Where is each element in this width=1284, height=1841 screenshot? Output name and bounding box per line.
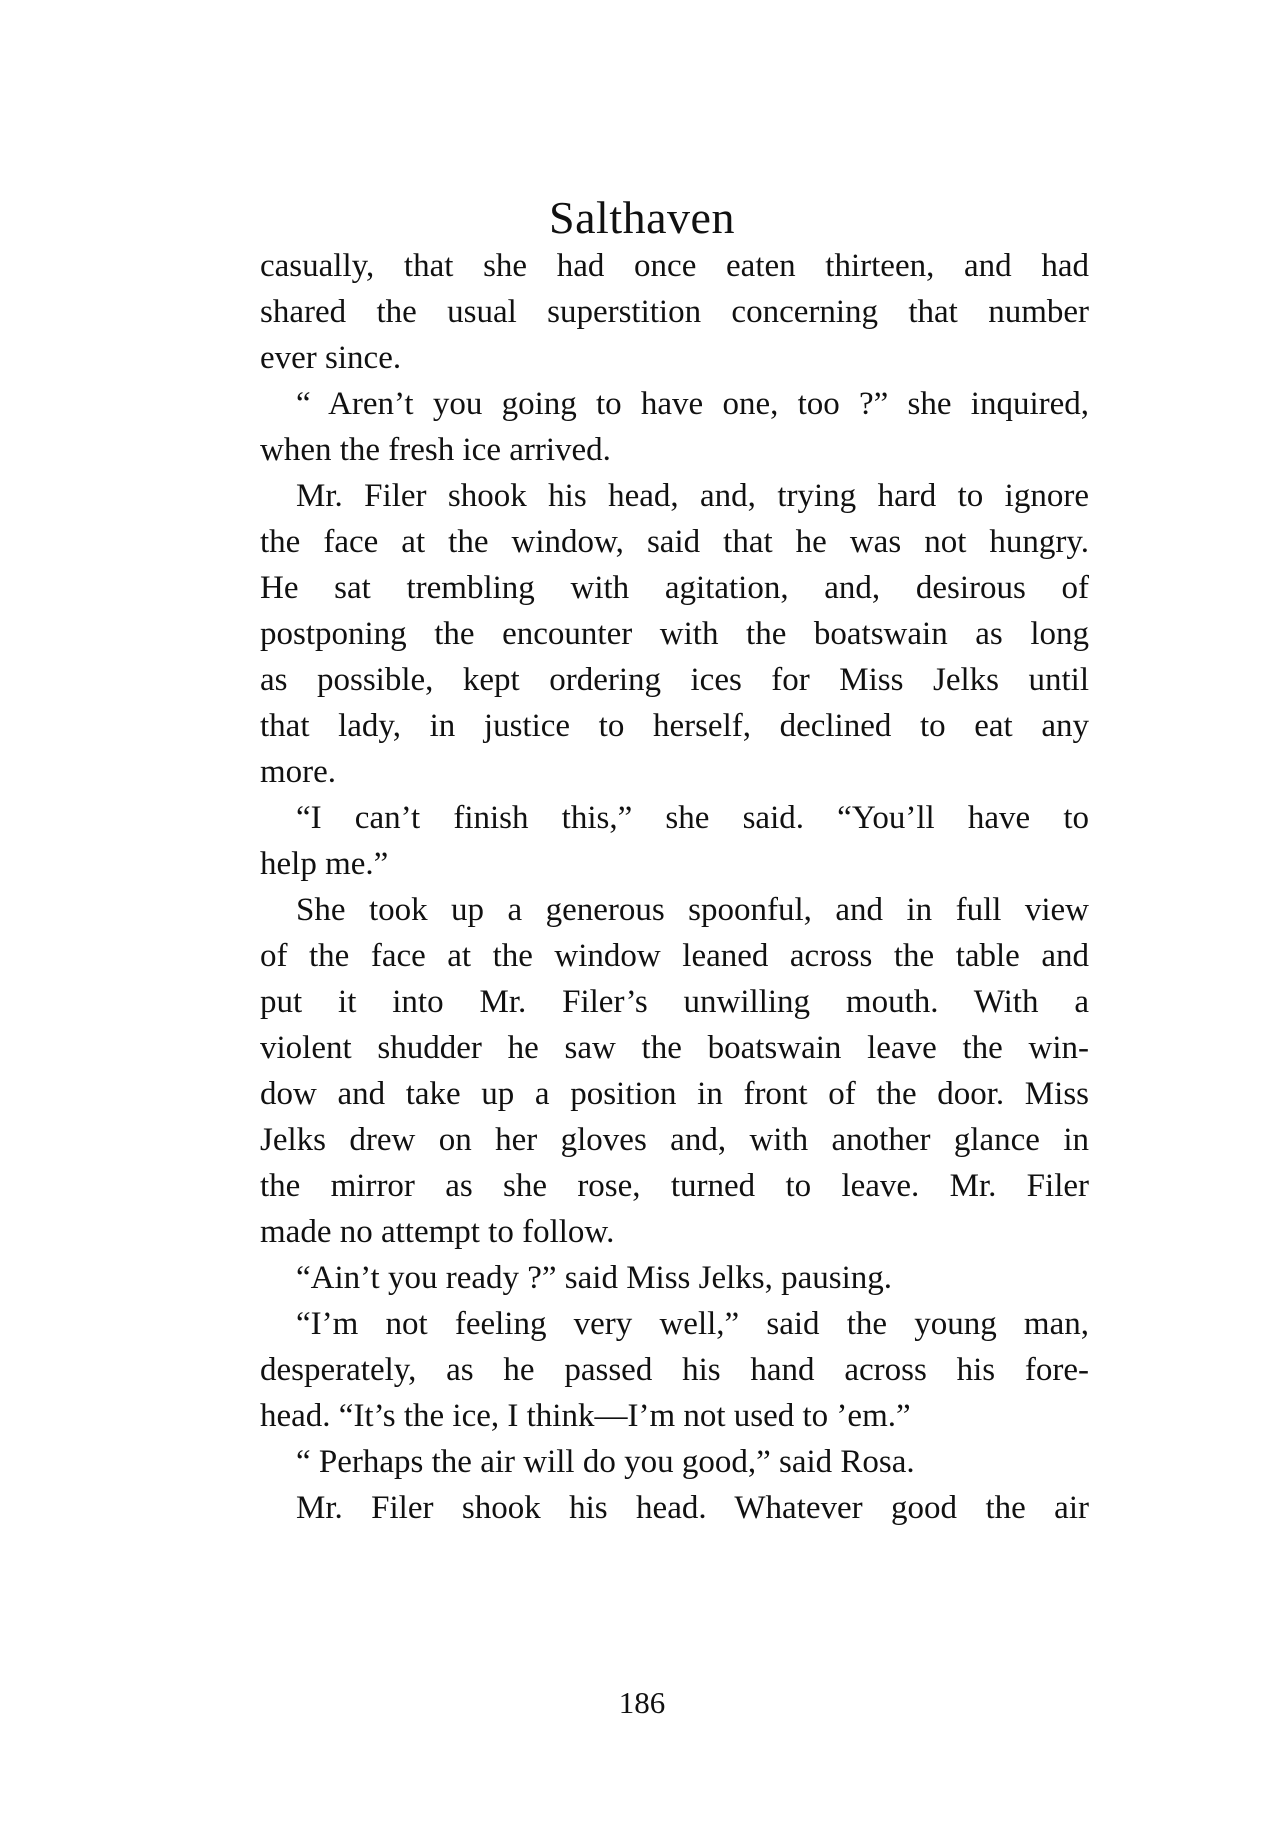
text-line: “Ain’t you ready ?” said Miss Jelks, pausing. <box>296 1260 893 1296</box>
text-line: She took up a generous spoonful, and in full view <box>296 892 1089 928</box>
text-line: Mr. Filer shook his head. Whatever good the air <box>296 1490 1089 1526</box>
text-line: desperately, as he passed his hand across his fore- <box>260 1352 1089 1388</box>
text-line: He sat trembling with agitation, and, desirous of <box>260 570 1089 606</box>
text-line: violent shudder he saw the boatswain leave the win- <box>260 1030 1089 1066</box>
text-line: more. <box>260 754 337 790</box>
text-line: the face at the window, said that he was not hungry. <box>260 524 1089 560</box>
text-line: Jelks drew on her gloves and, with another glance in <box>260 1122 1089 1158</box>
body-text <box>260 243 1089 1531</box>
text-line: help me.” <box>260 846 389 882</box>
text-line: ever since. <box>260 340 402 376</box>
text-line: put it into Mr. Filer’s unwilling mouth. With a <box>260 984 1089 1020</box>
text-line: the mirror as she rose, turned to leave. Mr. Filer <box>260 1168 1089 1204</box>
text-line: made no attempt to follow. <box>260 1214 615 1250</box>
text-line: dow and take up a position in front of the door. Miss <box>260 1076 1089 1112</box>
text-line: when the fresh ice arrived. <box>260 432 611 468</box>
text-line: “I’m not feeling very well,” said the young man, <box>296 1306 1089 1342</box>
text-line: that lady, in justice to herself, declined to eat any <box>260 708 1089 744</box>
text-line: “I can’t finish this,” she said. “You’ll have to <box>296 800 1089 836</box>
text-line: head. “It’s the ice, I think—I’m not used to ’em.” <box>260 1398 911 1434</box>
text-line: Mr. Filer shook his head, and, trying hard to ignore <box>296 478 1089 514</box>
text-line: postponing the encounter with the boatswain as long <box>260 616 1089 652</box>
text-line: casually, that she had once eaten thirteen, and had <box>260 248 1089 284</box>
text-line: shared the usual superstition concerning that number <box>260 294 1089 330</box>
text-line: “ Perhaps the air will do you good,” said Rosa. <box>296 1444 915 1480</box>
text-line: as possible, kept ordering ices for Miss Jelks until <box>260 662 1089 698</box>
text-line: of the face at the window leaned across the table and <box>260 938 1089 974</box>
running-head: Salthaven <box>549 192 735 243</box>
page-number: 186 <box>618 1685 666 1720</box>
text-line: “ Aren’t you going to have one, too ?” she inquired, <box>296 386 1089 422</box>
